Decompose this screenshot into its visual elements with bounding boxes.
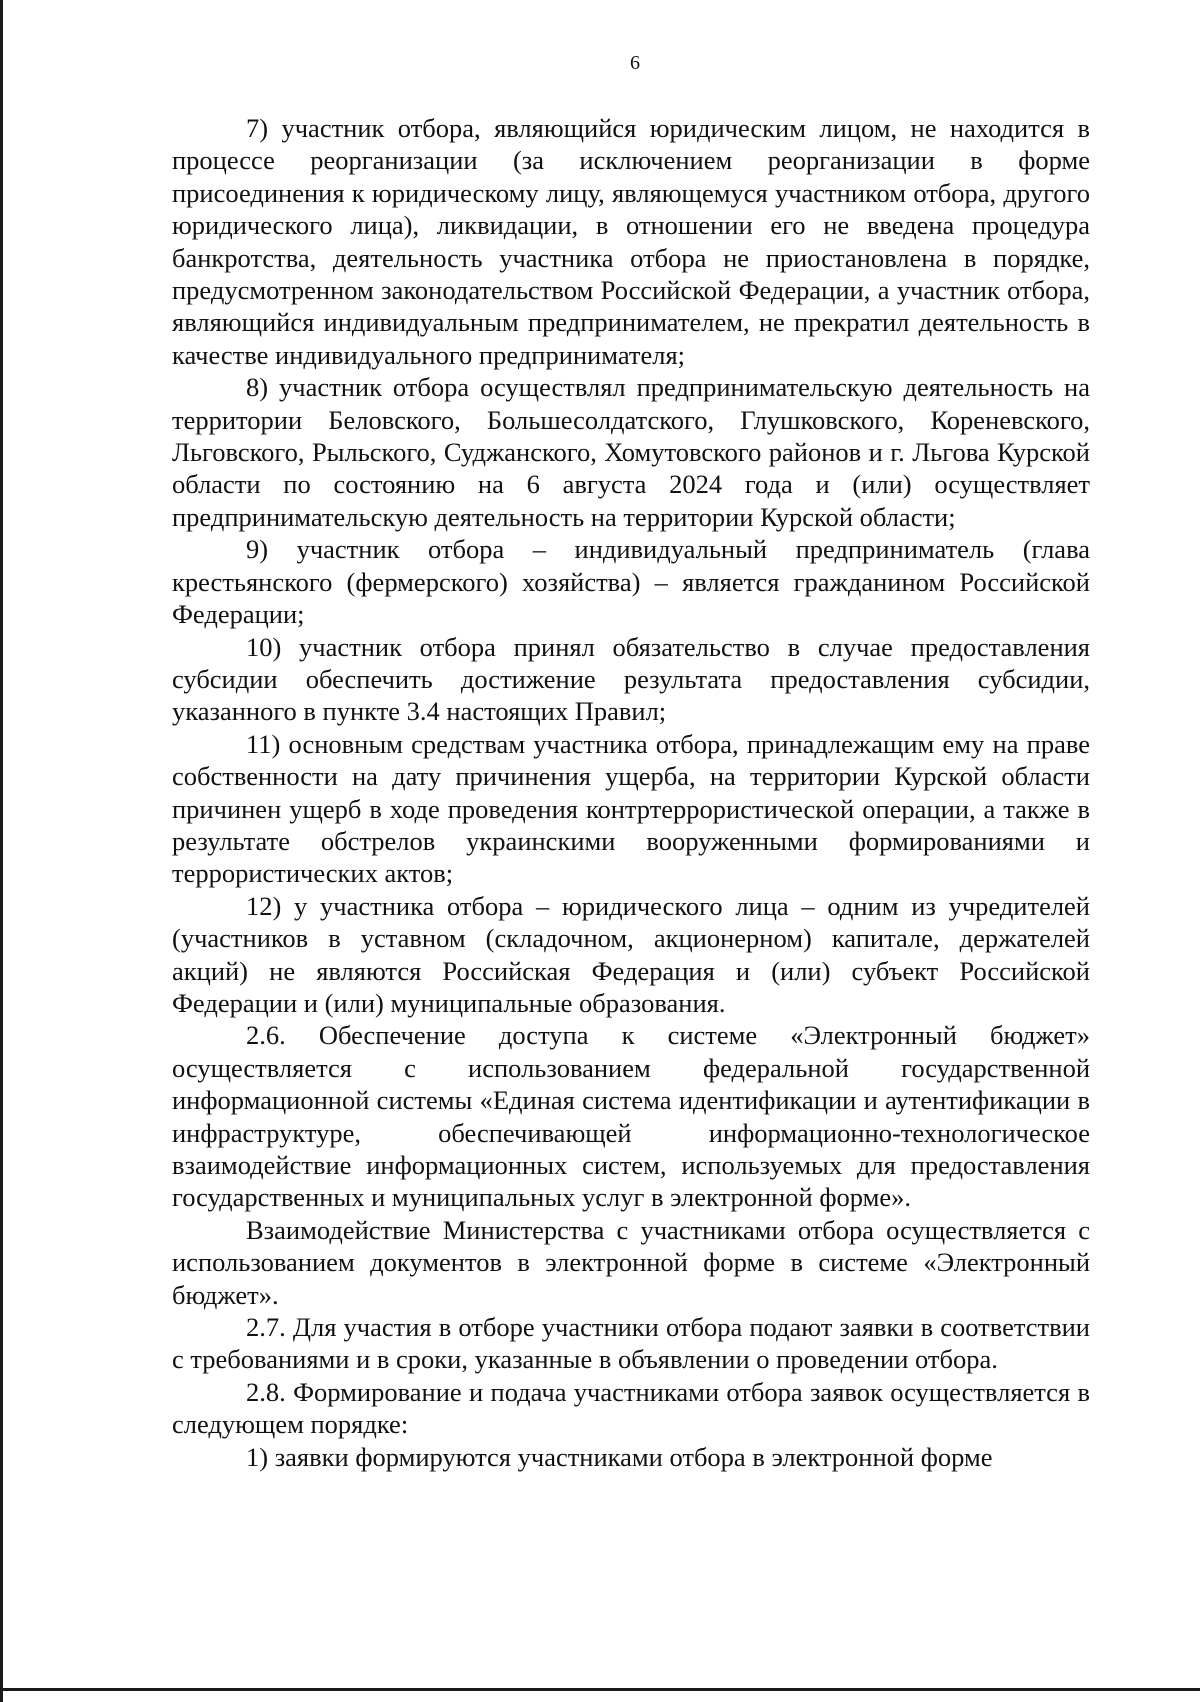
paragraph-section-2-8: 2.8. Формирование и подача участниками отбора заявок осуществляется в следующем порядке: bbox=[172, 1376, 1090, 1440]
paragraph-item-7: 7) участник отбора, являющийся юридическим лицом, не находится в процессе реорганизации (за исключением реорганизации в форме присоединения к юридическому лицу, являющемуся участником отбора, другого юридического лица), ликвидации, в отношении его не введена процедура банкротства, деятельность участника отбора не приостановлена в порядке, предусмотренном законодательством Российской Федерации, а участник отбора, являющийся индивидуальным предпринимателем, не прекратил деятельность в качестве индивидуального предпринимателя; bbox=[172, 113, 1090, 370]
document-body bbox=[172, 112, 1090, 1473]
paragraph-subitem-1: 1) заявки формируются участниками отбора в электронной форме bbox=[246, 1441, 993, 1472]
scan-edge-bottom bbox=[0, 1688, 1200, 1691]
paragraph-item-12: 12) у участника отбора – юридического лица – одним из учредителей (участников в уставном (складочном, акционерном) капитале, держателей акций) не являются Российская Федерация и (или) субъект Российской Федерации и (или) муниципальные образования. bbox=[172, 890, 1090, 1018]
page-number: 6 bbox=[630, 52, 640, 74]
paragraph-item-10: 10) участник отбора принял обязательство в случае предоставления субсидии обеспечить достижение результата предоставления субсидии, указанного в пункте 3.4 настоящих Правил; bbox=[172, 631, 1090, 727]
paragraph-item-8: 8) участник отбора осуществлял предпринимательскую деятельность на территории Беловского, Большесолдатского, Глушковского, Кореневского, Льговского, Рыльского, Суджанского, Хомутовского районов и г. Льгова Курской области по состоянию на 6 августа 2024 года и (или) осуществляет предпринимательскую деятельность на территории Курской области; bbox=[172, 372, 1090, 532]
paragraph-interaction: Взаимодействие Министерства с участниками отбора осуществляется с использованием документов в электронной форме в системе «Электронный бюджет». bbox=[172, 1214, 1090, 1310]
scan-edge-left bbox=[0, 0, 3, 1702]
paragraph-section-2-6: 2.6. Обеспечение доступа к системе «Электронный бюджет» осуществляется с использованием федеральной государственной информационной системы «Единая система идентификации и аутентификации в инфраструктуре, обеспечивающей информационно-технологическое взаимодействие информационных систем, используемых для предоставления государственных и муниципальных услуг в электронной форме». bbox=[172, 1020, 1090, 1213]
paragraph-item-11: 11) основным средствам участника отбора, принадлежащим ему на праве собственности на дату причинения ущерба, на территории Курской области причинен ущерб в ходе проведения контртеррористической операции, а также в результате обстрелов украинскими вооруженными формированиями и террористических актов; bbox=[172, 728, 1090, 889]
paragraph-item-9: 9) участник отбора – индивидуальный предприниматель (глава крестьянского (фермерского) хозяйства) – является гражданином Российской Федерации; bbox=[172, 534, 1090, 630]
paragraph-section-2-7: 2.7. Для участия в отборе участники отбора подают заявки в соответствии с требованиями и в сроки, указанные в объявлении о проведении отбора. bbox=[172, 1312, 1090, 1375]
